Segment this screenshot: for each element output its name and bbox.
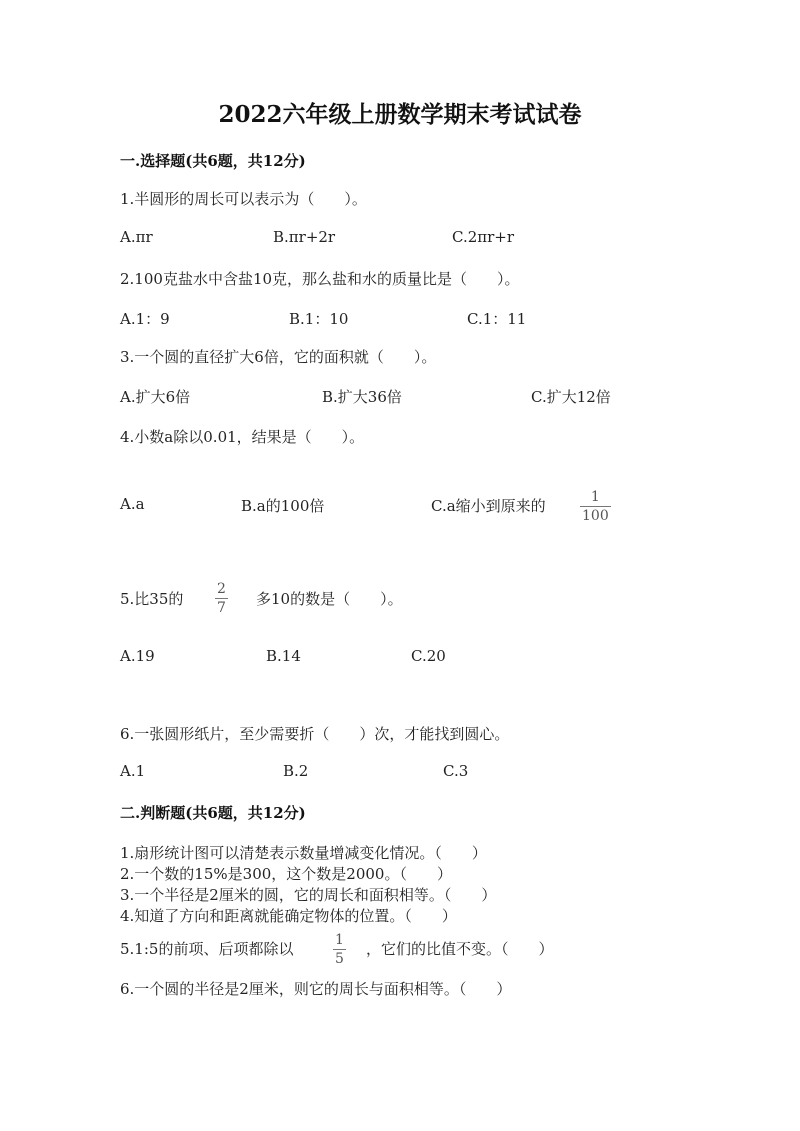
- question-2: 2.100克盐水中含盐10克，那么盐和水的质量比是（ ）。: [120, 270, 520, 288]
- option-a[interactable]: A.扩大6倍: [120, 388, 191, 406]
- option-c[interactable]: C.3: [443, 762, 469, 780]
- option-c[interactable]: C.20: [411, 647, 446, 665]
- option-c[interactable]: C.扩大12倍: [531, 388, 611, 406]
- option-b[interactable]: B.扩大36倍: [322, 388, 402, 406]
- question-5-prefix: 5.比35的: [120, 590, 184, 608]
- option-a[interactable]: A.19: [120, 647, 155, 665]
- section-heading-judgement: 二.判断题(共6题，共12分): [120, 804, 306, 822]
- option-a[interactable]: A.a: [120, 495, 145, 513]
- question-6: 6.一张圆形纸片，至少需要折（ ）次，才能找到圆心。: [120, 725, 510, 743]
- fraction: [580, 490, 611, 523]
- judgement-1: 1.扇形统计图可以清楚表示数量增减变化情况。（ ）: [120, 844, 487, 862]
- fraction-numerator: 2: [217, 581, 226, 597]
- judgement-2: 2.一个数的15%是300，这个数是2000。（ ）: [120, 865, 452, 883]
- question-3: 3.一个圆的直径扩大6倍，它的面积就（ ）。: [120, 348, 437, 366]
- option-b[interactable]: B.1：10: [289, 310, 349, 328]
- option-a[interactable]: A.πr: [120, 228, 153, 246]
- option-b[interactable]: B.πr+2r: [273, 228, 336, 246]
- question-4: 4.小数a除以0.01，结果是（ ）。: [120, 428, 365, 446]
- section-heading-choice: 一.选择题(共6题，共12分): [120, 152, 306, 170]
- fraction-numerator: 1: [335, 932, 344, 948]
- judgement-5-prefix: 5.1:5的前项、后项都除以: [120, 940, 294, 958]
- option-c[interactable]: C.a缩小到原来的: [431, 497, 546, 515]
- fraction-denominator: 5: [335, 951, 344, 967]
- page-title: 2022六年级上册数学期末考试试卷: [218, 101, 582, 128]
- fraction-denominator: 7: [217, 600, 226, 616]
- judgement-5-suffix: ，它们的比值不变。（ ）: [366, 940, 554, 958]
- question-1: 1.半圆形的周长可以表示为（ ）。: [120, 190, 367, 208]
- option-c[interactable]: C.2πr+r: [452, 228, 515, 246]
- judgement-4: 4.知道了方向和距离就能确定物体的位置。（ ）: [120, 907, 457, 925]
- judgement-6: 6.一个圆的半径是2厘米，则它的周长与面积相等。（ ）: [120, 980, 512, 998]
- option-c[interactable]: C.1：11: [467, 310, 527, 328]
- question-5-suffix: 多10的数是（ ）。: [256, 590, 403, 608]
- option-a[interactable]: A.1: [120, 762, 146, 780]
- option-a[interactable]: A.1：9: [120, 310, 170, 328]
- fraction: [333, 933, 346, 966]
- fraction: [215, 582, 228, 615]
- option-b[interactable]: B.14: [266, 647, 301, 665]
- option-b[interactable]: B.2: [283, 762, 309, 780]
- fraction-denominator: 100: [582, 508, 609, 524]
- judgement-3: 3.一个半径是2厘米的圆，它的周长和面积相等。（ ）: [120, 886, 497, 904]
- fraction-numerator: 1: [590, 489, 600, 505]
- option-b[interactable]: B.a的100倍: [241, 497, 325, 515]
